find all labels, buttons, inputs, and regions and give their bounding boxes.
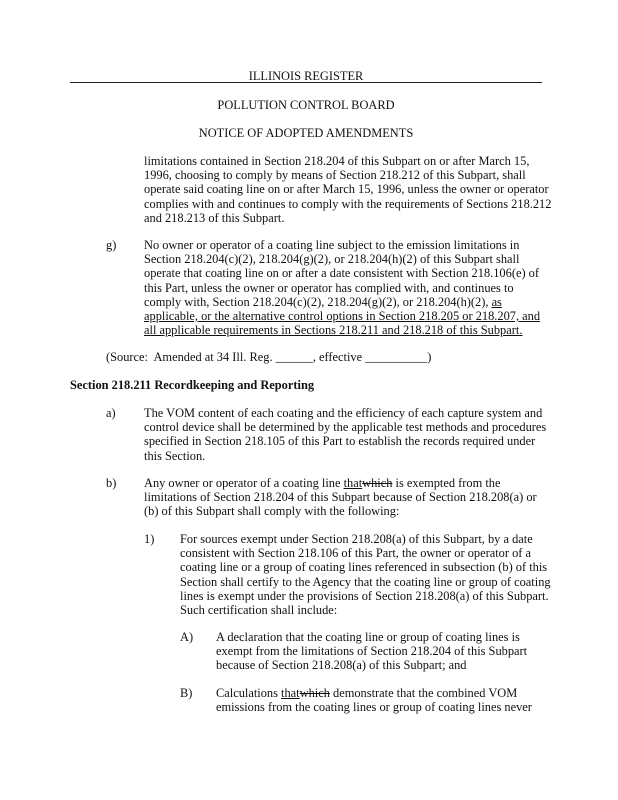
text-line: limitations contained in Section 218.204 of this Subpart on or after March 15, <box>144 154 530 168</box>
text-line: Section 218.204(c)(2), 218.204(g)(2), or 218.204(h)(2) of this Subpart shall <box>144 252 520 267</box>
text-line: (b) of this Subpart shall comply with the following: <box>144 504 400 519</box>
para-A <box>216 630 527 673</box>
text-line <box>144 295 540 309</box>
para-a <box>144 406 546 463</box>
para-B <box>216 686 532 714</box>
inserted-line: all applicable requirements in Sections 218.211 and 218.218 of this Subpart. <box>144 323 523 338</box>
text-line: A declaration that the coating line or group of coating lines is <box>216 630 520 644</box>
notice-title: NOTICE OF ADOPTED AMENDMENTS <box>198 126 414 140</box>
para-b-label: b) <box>106 476 117 490</box>
text-run: demonstrate that the combined VOM <box>329 686 518 700</box>
text-run: Any owner or operator of a coating line <box>144 476 344 490</box>
inserted-text: as <box>491 294 502 309</box>
deleted-text: which <box>362 476 393 490</box>
para-b <box>144 476 537 519</box>
text-line: Section shall certify to the Agency that the coating line or group of coating <box>180 574 551 589</box>
inserted-line: applicable, or the alternative control options in Section 218.205 or 218.207, and <box>144 309 541 324</box>
text-line: this Part, unless the owner or operator has complied with, and continues to <box>144 280 514 295</box>
text-line <box>216 686 532 700</box>
text-line: operate that coating line on or after a date consistent with Section 218.106(e) of <box>144 266 539 281</box>
text-line: No owner or operator of a coating line subject to the emission limitations in <box>144 238 520 252</box>
text-line: Such certification shall include: <box>180 603 338 618</box>
para-g-label: g) <box>106 238 117 252</box>
text-line: For sources exempt under Section 218.208(a) of this Subpart, by a date <box>180 532 533 546</box>
text-line: consistent with Section 218.106 of this Part, the owner or operator of a <box>180 546 531 561</box>
source-text: ) <box>427 350 432 364</box>
para-A-label: A) <box>180 630 194 644</box>
source-blank-date: __________ <box>365 350 428 364</box>
deleted-text: which <box>299 686 330 700</box>
text-run: Calculations <box>216 686 282 700</box>
text-run: is exempted from the <box>392 476 501 490</box>
text-line: complies with and continues to comply with the requirements of Sections 218.212 <box>144 196 552 211</box>
text-line: 1996, choosing to comply by means of Section 218.212 of this Subpart, shall <box>144 168 526 183</box>
para-B-label: B) <box>180 686 193 700</box>
source-text: (Source: Amended at 34 Ill. Reg. <box>106 350 276 364</box>
para-b1 <box>180 532 551 617</box>
text-line <box>144 476 537 490</box>
text-line: limitations of Section 218.204 of this Subpart because of Section 218.208(a) or <box>144 490 537 505</box>
text-run: comply with, Section 218.204(c)(2), 218.204(g)(2), or 218.204(h)(2), <box>144 294 492 309</box>
text-line: The VOM content of each coating and the efficiency of each capture system and <box>144 406 543 420</box>
board-title: POLLUTION CONTROL BOARD <box>217 98 395 112</box>
text-line: because of Section 218.208(a) of this Subpart; and <box>216 658 467 673</box>
text-line: emissions from the coating lines or group of coating lines never <box>216 700 532 715</box>
text-line: lines is exempt under the provisions of Section 218.208(a) of this Subpart. <box>180 588 549 603</box>
inserted-text: that <box>343 476 363 490</box>
para-a-label: a) <box>106 406 116 420</box>
text-line: operate said coating line on or after March 15, 1996, unless the owner or operator <box>144 182 549 197</box>
text-line: control device shall be determined by the applicable test methods and procedures <box>144 420 547 435</box>
source-blank-reg: ______ <box>275 350 313 364</box>
text-line: specified in Section 218.105 of this Part to establish the records required under <box>144 434 536 449</box>
source-note <box>106 350 431 364</box>
text-line: exempt from the limitations of Section 218.204 of this Subpart <box>216 644 528 659</box>
continuation-paragraph <box>144 154 551 225</box>
section-heading: Section 218.211 Recordkeeping and Reporting <box>70 378 315 392</box>
source-text: , effective <box>312 350 366 364</box>
text-line: coating line or a group of coating lines referenced in subsection (b) of this <box>180 560 548 575</box>
inserted-text: that <box>281 686 300 700</box>
header-rule <box>70 82 542 83</box>
para-g <box>144 238 540 337</box>
register-title: ILLINOIS REGISTER <box>248 69 364 83</box>
para-b1-label: 1) <box>144 532 155 546</box>
text-line: and 218.213 of this Subpart. <box>144 210 285 225</box>
text-line: this Section. <box>144 448 206 463</box>
